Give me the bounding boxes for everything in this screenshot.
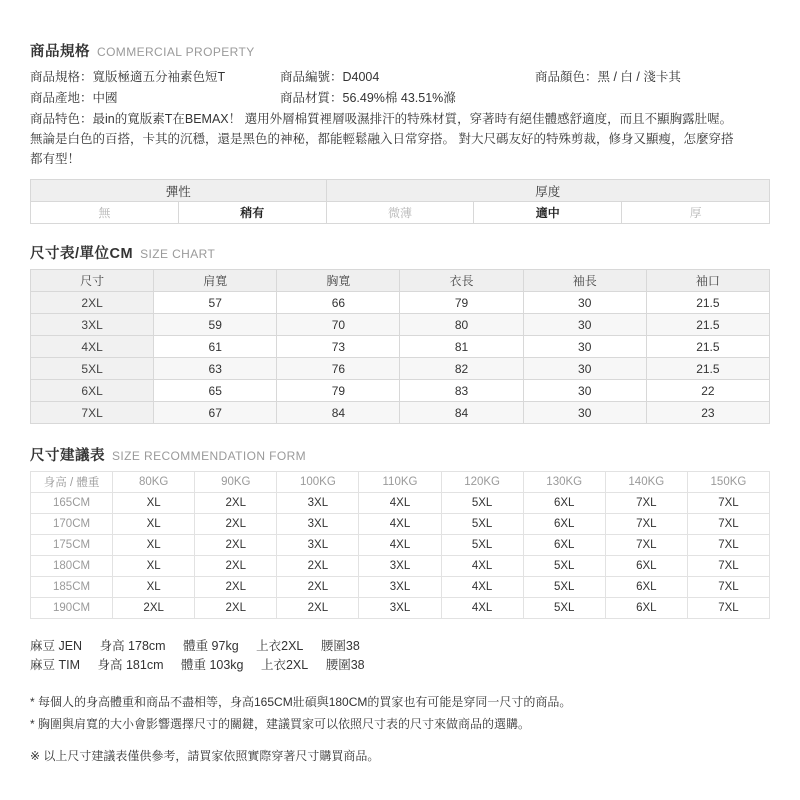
table-row <box>31 493 770 514</box>
model-name: 麻豆 JEN <box>30 639 83 653</box>
rec-cell: 4XL <box>441 577 523 598</box>
rec-cell: 2XL <box>195 598 277 619</box>
commercial-property-heading <box>30 40 770 61</box>
thickness-option-thick: 厚 <box>622 202 770 224</box>
commercial-property-rows <box>30 67 770 108</box>
size-recommendation-heading <box>30 444 770 465</box>
size-cell: 81 <box>400 336 523 358</box>
rec-cell: 2XL <box>277 598 359 619</box>
model-waist: 腰圍38 <box>325 658 365 672</box>
table-row <box>31 336 770 358</box>
table-row <box>31 577 770 598</box>
elasticity-option-slight: 稍有 <box>178 202 326 224</box>
product-feature-text <box>30 109 770 169</box>
size-cell: 70 <box>277 314 400 336</box>
product-origin-value: 商品產地：中國 <box>30 91 118 105</box>
table-row <box>31 598 770 619</box>
model-height: 身高 181cm <box>97 658 164 672</box>
rec-cell: 7XL <box>687 514 769 535</box>
rec-height-label: 170CM <box>31 514 113 535</box>
rec-cell: 5XL <box>441 535 523 556</box>
rec-col-120kg: 120KG <box>441 472 523 493</box>
rec-col-80kg: 80KG <box>113 472 195 493</box>
size-cell: 30 <box>523 314 646 336</box>
model-weight: 體重 97kg <box>183 639 239 653</box>
rec-cell: 2XL <box>195 514 277 535</box>
size-recommendation-table <box>30 471 770 619</box>
table-row <box>31 358 770 380</box>
size-cell: 30 <box>523 292 646 314</box>
rec-cell: 7XL <box>687 577 769 598</box>
rec-cell: 4XL <box>359 535 441 556</box>
table-row <box>31 514 770 535</box>
rec-cell: 2XL <box>113 598 195 619</box>
size-chart-heading-en: SIZE CHART <box>140 247 216 261</box>
size-label: 3XL <box>31 314 154 336</box>
rec-cell: 3XL <box>277 493 359 514</box>
size-cell: 30 <box>523 336 646 358</box>
rec-cell: 2XL <box>277 577 359 598</box>
model-top-size: 上衣2XL <box>260 658 309 672</box>
rec-height-label: 165CM <box>31 493 113 514</box>
size-cell: 21.5 <box>646 292 769 314</box>
size-recommendation-heading-cn: 尺寸建議表 <box>30 448 105 464</box>
size-cell: 79 <box>277 380 400 402</box>
et-header-row <box>31 180 770 202</box>
rec-cell: XL <box>113 556 195 577</box>
model-height: 身高 178cm <box>99 639 166 653</box>
property-empty-cell <box>535 88 770 108</box>
rec-cell: 6XL <box>523 493 605 514</box>
size-cell: 21.5 <box>646 358 769 380</box>
rec-col-150kg: 150KG <box>687 472 769 493</box>
rec-cell: 7XL <box>687 556 769 577</box>
product-code-value: 商品編號：D4004 <box>280 70 380 84</box>
rec-col-90kg: 90KG <box>195 472 277 493</box>
size-label: 2XL <box>31 292 154 314</box>
size-cell: 59 <box>154 314 277 336</box>
rec-cell: 6XL <box>523 514 605 535</box>
thickness-option-thin: 微薄 <box>326 202 474 224</box>
size-chart-table <box>30 269 770 424</box>
rec-cell: XL <box>113 577 195 598</box>
rec-cell: 4XL <box>359 493 441 514</box>
table-row <box>31 314 770 336</box>
rec-cell: 7XL <box>687 535 769 556</box>
table-row <box>31 380 770 402</box>
rec-cell: 4XL <box>359 514 441 535</box>
size-label: 4XL <box>31 336 154 358</box>
size-cell: 22 <box>646 380 769 402</box>
rec-cell: 4XL <box>441 598 523 619</box>
rec-cell: 6XL <box>605 598 687 619</box>
rec-cell: 5XL <box>523 556 605 577</box>
table-row <box>31 402 770 424</box>
product-material-value: 商品材質：56.49%棉 43.51%滌 <box>280 91 456 105</box>
thickness-option-medium: 適中 <box>474 202 622 224</box>
rec-cell: 7XL <box>687 493 769 514</box>
thickness-header: 厚度 <box>326 180 769 202</box>
rec-cell: 7XL <box>605 514 687 535</box>
size-chart-col-shoulder: 肩寬 <box>154 270 277 292</box>
size-recommendation-section <box>30 444 770 619</box>
rec-cell: 2XL <box>195 535 277 556</box>
final-note: ※ 以上尺寸建議表僅供參考，請買家依照實際穿著尺寸購買商品。 <box>30 749 380 763</box>
size-cell: 84 <box>400 402 523 424</box>
size-cell: 30 <box>523 358 646 380</box>
rec-col-130kg: 130KG <box>523 472 605 493</box>
rec-cell: 3XL <box>277 535 359 556</box>
property-row <box>30 88 770 108</box>
property-row <box>30 67 770 87</box>
feature-line: 商品特色：最in的寬版素T在BEMAX！ 選用外層棉質裡層吸濕排汗的特殊材質，穿著時有絕佳體感舒適度，而且不顯胸露肚喔。 <box>30 112 733 126</box>
size-cell: 83 <box>400 380 523 402</box>
size-cell: 30 <box>523 380 646 402</box>
rec-cell: 3XL <box>359 556 441 577</box>
rec-cell: XL <box>113 535 195 556</box>
size-cell: 61 <box>154 336 277 358</box>
rec-cell: 7XL <box>605 493 687 514</box>
size-chart-header-row <box>31 270 770 292</box>
table-row <box>31 556 770 577</box>
rec-cell: XL <box>113 514 195 535</box>
size-label: 7XL <box>31 402 154 424</box>
size-label: 5XL <box>31 358 154 380</box>
size-cell: 80 <box>400 314 523 336</box>
rec-cell: 3XL <box>359 598 441 619</box>
table-row <box>31 535 770 556</box>
rec-col-110kg: 110KG <box>359 472 441 493</box>
size-cell: 21.5 <box>646 314 769 336</box>
size-cell: 63 <box>154 358 277 380</box>
size-chart-heading-cn: 尺寸表/單位CM <box>30 246 134 262</box>
rec-cell: 6XL <box>523 535 605 556</box>
note-line: * 胸圍與肩寬的大小會影響選擇尺寸的關鍵，建議買家可以依照尺寸表的尺寸來做商品的選購。 <box>30 717 531 731</box>
rec-col-140kg: 140KG <box>605 472 687 493</box>
product-color-value: 商品顏色：黑 / 白 / 淺卡其 <box>535 70 681 84</box>
rec-cell: 7XL <box>687 598 769 619</box>
rec-cell: 3XL <box>277 514 359 535</box>
commercial-property-heading-cn: 商品規格 <box>30 44 90 60</box>
rec-cell: 4XL <box>441 556 523 577</box>
rec-cell: 3XL <box>359 577 441 598</box>
note-line: * 每個人的身高體重和商品不盡相等，身高165CM壯碩與180CM的買家也有可能是穿同一尺寸的商品。 <box>30 695 572 709</box>
size-chart-heading <box>30 242 770 263</box>
model-waist: 腰圍38 <box>320 639 360 653</box>
rec-header-row <box>31 472 770 493</box>
size-cell: 57 <box>154 292 277 314</box>
rec-cell: 2XL <box>195 577 277 598</box>
size-cell: 30 <box>523 402 646 424</box>
size-chart-col-cuff: 袖口 <box>646 270 769 292</box>
rec-col-100kg: 100KG <box>277 472 359 493</box>
size-cell: 82 <box>400 358 523 380</box>
size-chart-col-sleeve: 袖長 <box>523 270 646 292</box>
rec-cell: XL <box>113 493 195 514</box>
size-cell: 67 <box>154 402 277 424</box>
rec-cell: 6XL <box>605 556 687 577</box>
size-cell: 23 <box>646 402 769 424</box>
commercial-property-heading-en: COMMERCIAL PROPERTY <box>97 45 255 59</box>
size-cell: 84 <box>277 402 400 424</box>
rec-cell: 2XL <box>195 493 277 514</box>
table-row <box>31 292 770 314</box>
size-cell: 79 <box>400 292 523 314</box>
feature-line: 無論是白色的百搭，卡其的沉穩，還是黑色的神秘，都能輕鬆融入日常穿搭。 對大尺碼友好的特殊剪裁，修身又顯瘦，怎麼穿搭 <box>30 132 734 146</box>
rec-height-label: 190CM <box>31 598 113 619</box>
model-info <box>30 637 770 675</box>
rec-cell: 5XL <box>523 598 605 619</box>
size-label: 6XL <box>31 380 154 402</box>
notes-block <box>30 691 770 735</box>
elasticity-thickness-table <box>30 179 770 224</box>
size-cell: 21.5 <box>646 336 769 358</box>
elasticity-header: 彈性 <box>31 180 327 202</box>
product-spec-value: 商品規格：寬版極適五分袖素色短T <box>30 70 226 84</box>
rec-cell: 2XL <box>277 556 359 577</box>
rec-cell: 5XL <box>441 514 523 535</box>
size-cell: 73 <box>277 336 400 358</box>
size-recommendation-heading-en: SIZE RECOMMENDATION FORM <box>112 449 307 463</box>
model-row <box>30 656 770 675</box>
rec-cell: 2XL <box>195 556 277 577</box>
size-chart-col-size: 尺寸 <box>31 270 154 292</box>
rec-cell: 7XL <box>605 535 687 556</box>
size-chart-section <box>30 242 770 424</box>
size-chart-col-length: 衣長 <box>400 270 523 292</box>
size-cell: 66 <box>277 292 400 314</box>
feature-line: 都有型！ <box>30 152 81 166</box>
model-top-size: 上衣2XL <box>256 639 304 653</box>
size-cell: 65 <box>154 380 277 402</box>
rec-height-label: 175CM <box>31 535 113 556</box>
rec-height-label: 180CM <box>31 556 113 577</box>
rec-col-height-weight: 身高 / 體重 <box>31 472 113 493</box>
elasticity-option-none: 無 <box>31 202 179 224</box>
model-weight: 體重 103kg <box>180 658 244 672</box>
et-value-row <box>31 202 770 224</box>
model-name: 麻豆 TIM <box>30 658 80 672</box>
rec-height-label: 185CM <box>31 577 113 598</box>
size-chart-col-chest: 胸寬 <box>277 270 400 292</box>
rec-cell: 6XL <box>605 577 687 598</box>
model-row <box>30 637 770 656</box>
rec-cell: 5XL <box>523 577 605 598</box>
rec-cell: 5XL <box>441 493 523 514</box>
size-cell: 76 <box>277 358 400 380</box>
